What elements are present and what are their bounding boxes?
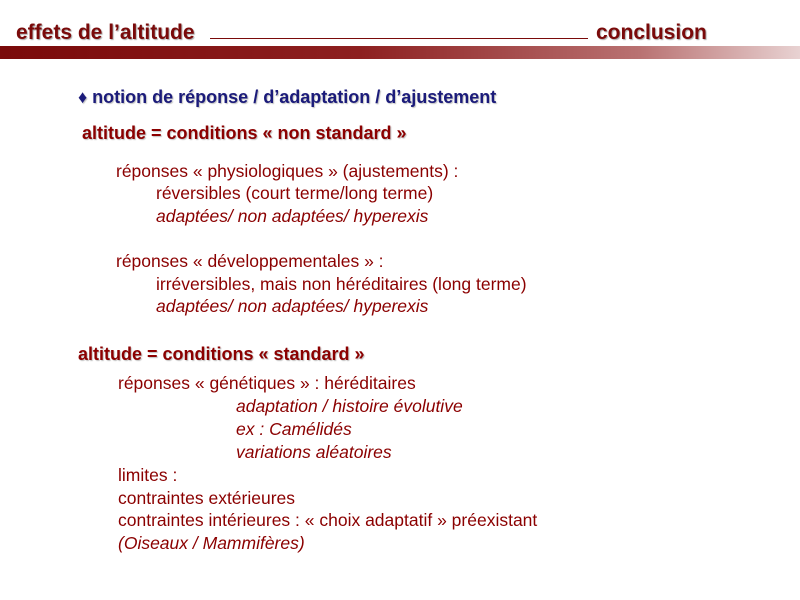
limits-line-1: contraintes extérieures	[118, 488, 296, 508]
main-heading: ♦ notion de réponse / d’adaptation / d’ajustement	[78, 87, 497, 107]
genetic-responses-title: réponses « génétiques » : héréditaires	[118, 373, 416, 393]
slide-title: effets de l’altitude	[16, 21, 195, 44]
physiological-responses-title: réponses « physiologiques » (ajustements) :	[116, 161, 459, 181]
limits-line-2: contraintes intérieures : « choix adaptatif » préexistant	[118, 510, 538, 530]
section-heading-standard: altitude = conditions « standard »	[78, 344, 365, 364]
genetic-responses-line-2: ex : Camélidés	[236, 419, 352, 439]
developmental-responses-title: réponses « développementales » :	[116, 251, 384, 271]
genetic-responses-line-1: adaptation / histoire évolutive	[236, 396, 463, 416]
developmental-responses-line-2: adaptées/ non adaptées/ hyperexis	[156, 296, 429, 316]
developmental-responses-line-1: irréversibles, mais non héréditaires (long terme)	[156, 274, 527, 294]
section-heading-non-standard: altitude = conditions « non standard »	[82, 123, 407, 143]
physiological-responses-line-1: réversibles (court terme/long terme)	[156, 183, 434, 203]
physiological-responses-line-2: adaptées/ non adaptées/ hyperexis	[156, 206, 429, 226]
title-rule	[210, 38, 588, 39]
genetic-responses-line-3: variations aléatoires	[236, 442, 392, 462]
limits-line-3: (Oiseaux / Mammifères)	[118, 533, 305, 553]
slide-section-title: conclusion	[596, 21, 707, 44]
header-gradient-bar	[0, 46, 800, 59]
limits-title: limites :	[118, 465, 178, 485]
